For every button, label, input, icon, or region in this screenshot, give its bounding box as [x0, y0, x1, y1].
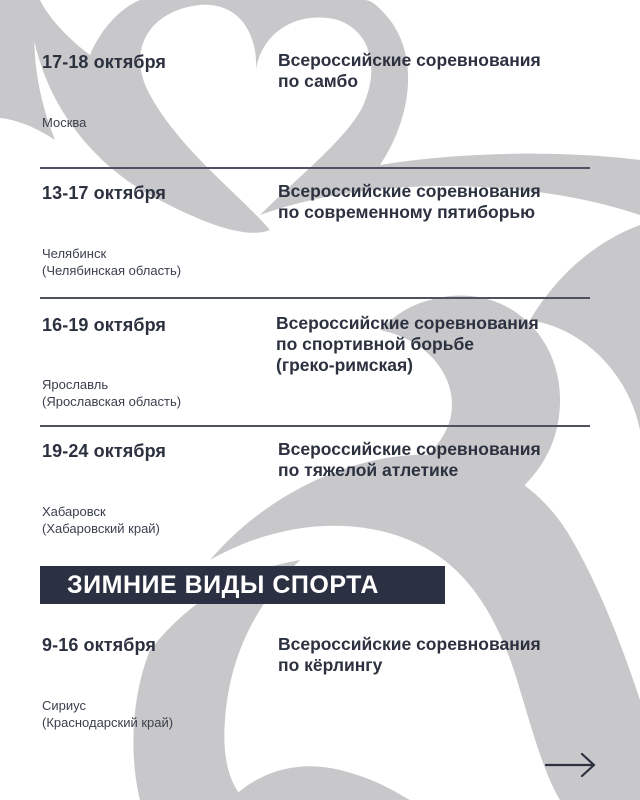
- event-title-line: Всероссийские соревнования: [278, 50, 541, 70]
- event-title-line: (греко-римская): [276, 355, 414, 375]
- event-place-line: Москва: [42, 115, 87, 130]
- event-title-line: Всероссийские соревнования: [278, 439, 541, 459]
- event-place-line: (Челябинская область): [42, 263, 182, 278]
- event-place-line: Сириус: [42, 698, 86, 713]
- divider: [40, 425, 590, 427]
- event-title-line: по современному пятиборью: [278, 202, 536, 222]
- section-header-winter: ЗИМНИЕ ВИДЫ СПОРТА: [40, 566, 445, 604]
- divider: [40, 297, 590, 299]
- event-place-line: Челябинск: [42, 246, 107, 261]
- event-place-line: Ярославль: [42, 377, 109, 392]
- event-place-line: (Хабаровский край): [42, 521, 160, 536]
- event-title-line: по самбо: [278, 71, 359, 91]
- arrow-right-icon[interactable]: [544, 750, 598, 780]
- event-date: 16-19 октября: [42, 315, 167, 335]
- event-place-line: (Краснодарский край): [42, 715, 174, 730]
- divider: [40, 167, 590, 169]
- event-date: 17-18 октября: [42, 52, 167, 72]
- event-place-line: (Ярославская область): [42, 394, 182, 409]
- event-title-line: Всероссийские соревнования: [276, 313, 539, 333]
- event-title-line: Всероссийские соревнования: [278, 634, 541, 654]
- event-title-line: по тяжелой атлетике: [278, 460, 459, 480]
- event-date: 19-24 октября: [42, 441, 167, 461]
- event-title-line: по спортивной борьбе: [276, 334, 475, 354]
- event-date: 9-16 октября: [42, 635, 156, 655]
- event-title-line: по кёрлингу: [278, 655, 383, 675]
- event-place-line: Хабаровск: [42, 504, 106, 519]
- event-title-line: Всероссийские соревнования: [278, 181, 541, 201]
- event-date: 13-17 октября: [42, 183, 167, 203]
